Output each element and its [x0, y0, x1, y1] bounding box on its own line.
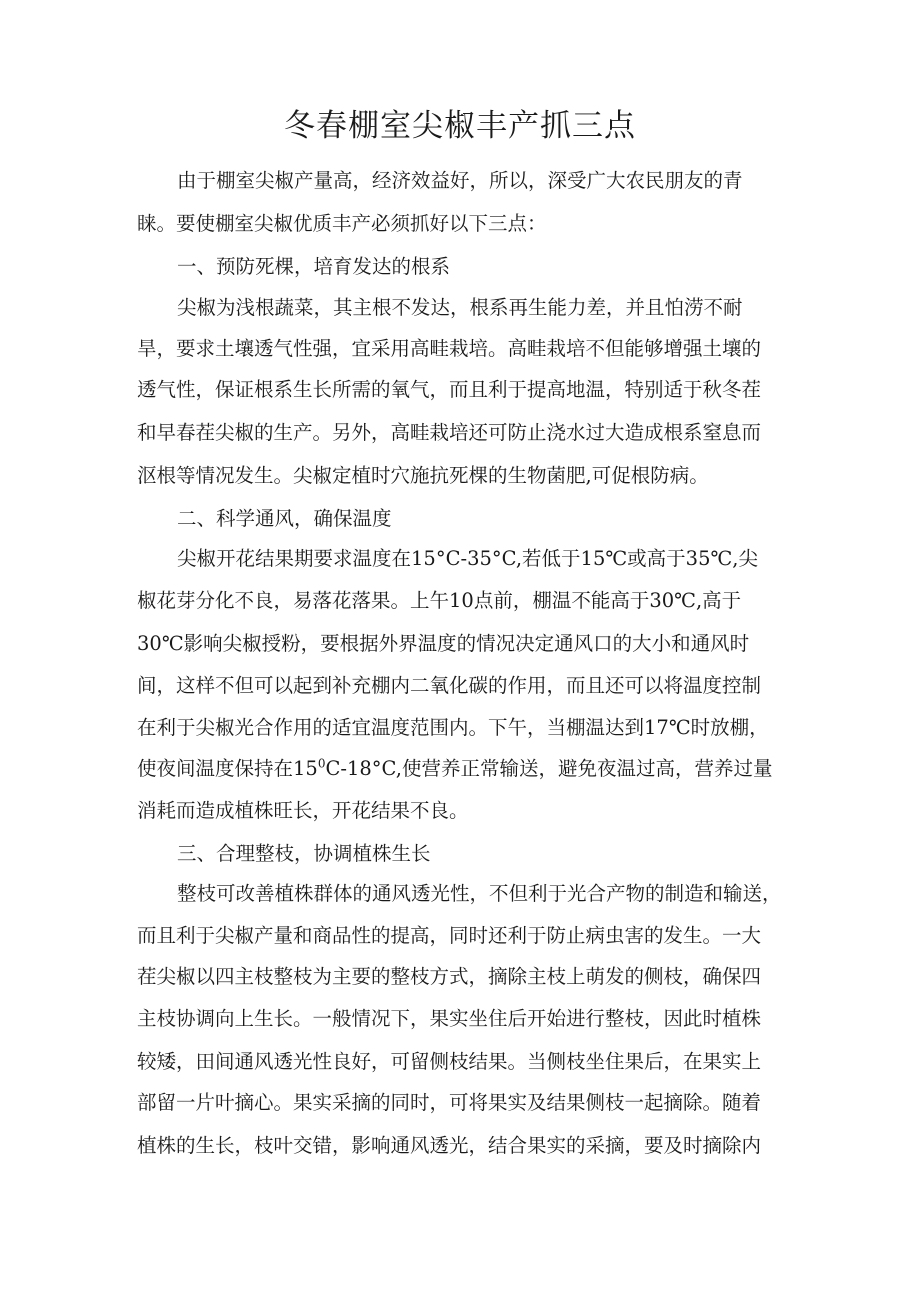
paragraph-line: 植株的生长，枝叶交错，影响通风透光，结合果实的采摘，要及时摘除内: [137, 1134, 762, 1157]
paragraph-line: 尖椒开花结果期要求温度在15°C-35°C,若低于15℃或高于35℃,尖: [177, 547, 759, 570]
paragraph-line: 部留一片叶摘心。果实采摘的同时，可将果实及结果侧枝一起摘除。随着: [137, 1091, 762, 1114]
paragraph-line: 茬尖椒以四主枝整枝为主要的整枝方式，摘除主枝上萌发的侧枝，确保四: [137, 965, 762, 988]
paragraph-line: [137, 754, 772, 784]
paragraph-line: 尖椒为浅根蔬菜，其主根不发达，根系再生能力差，并且怕涝不耐: [177, 296, 743, 319]
line-text: 使夜间温度保持在15: [137, 757, 318, 780]
section-heading-2: 二、科学通风，确保温度: [177, 507, 392, 530]
paragraph-line: 主枝协调向上生长。一般情况下，果实坐住后开始进行整枝，因此时植株: [137, 1007, 762, 1030]
paragraph-line: 整枝可改善植株群体的通风透光性，不但利于光合产物的制造和输送，: [177, 882, 782, 905]
paragraph-line: 沤根等情况发生。尖椒定植时穴施抗死棵的生物菌肥,可促根防病。: [137, 464, 709, 487]
paragraph-line: 消耗而造成植株旺长，开花结果不良。: [137, 799, 469, 822]
paragraph-line: 旱，要求土壤透气性强，宜采用高畦栽培。高畦栽培不但能够增强土壤的: [137, 337, 762, 360]
section-heading-3: 三、合理整枝，协调植株生长: [177, 842, 431, 865]
superscript-text: 0: [317, 756, 326, 771]
line-text: C-18°C,使营养正常输送，避免夜温过高，营养过量: [325, 757, 773, 780]
paragraph-line: 在利于尖椒光合作用的适宜温度范围内。下午，当棚温达到17℃时放棚，: [137, 716, 769, 739]
paragraph-line: 而且利于尖椒产量和商品性的提高，同时还利于防止病虫害的发生。一大: [137, 924, 762, 947]
paragraph-line: 椒花芽分化不良，易落花落果。上午10点前，棚温不能高于30℃,高于: [137, 589, 742, 612]
paragraph-line: 透气性，保证根系生长所需的氧气，而且利于提高地温，特别适于秋冬茬: [137, 378, 762, 401]
paragraph-line: 和早春茬尖椒的生产。另外，高畦栽培还可防止浇水过大造成根系窒息而: [137, 421, 762, 444]
paragraph-line: 睐。要使棚室尖椒优质丰产必须抓好以下三点：: [137, 212, 547, 235]
paragraph-line: 较矮，田间通风透光性良好，可留侧枝结果。当侧枝坐住果后，在果实上: [137, 1050, 762, 1073]
section-heading-1: 一、预防死棵，培育发达的根系: [177, 255, 451, 278]
paragraph-line: 间，这样不但可以起到补充棚内二氧化碳的作用，而且还可以将温度控制: [137, 674, 762, 697]
paragraph-line: 30℃影响尖椒授粉，要根据外界温度的情况决定通风口的大小和通风时: [137, 632, 750, 655]
page-title: 冬春棚室尖椒丰产抓三点: [284, 108, 636, 144]
paragraph-line: 由于棚室尖椒产量高，经济效益好，所以，深受广大农民朋友的青: [177, 169, 743, 192]
